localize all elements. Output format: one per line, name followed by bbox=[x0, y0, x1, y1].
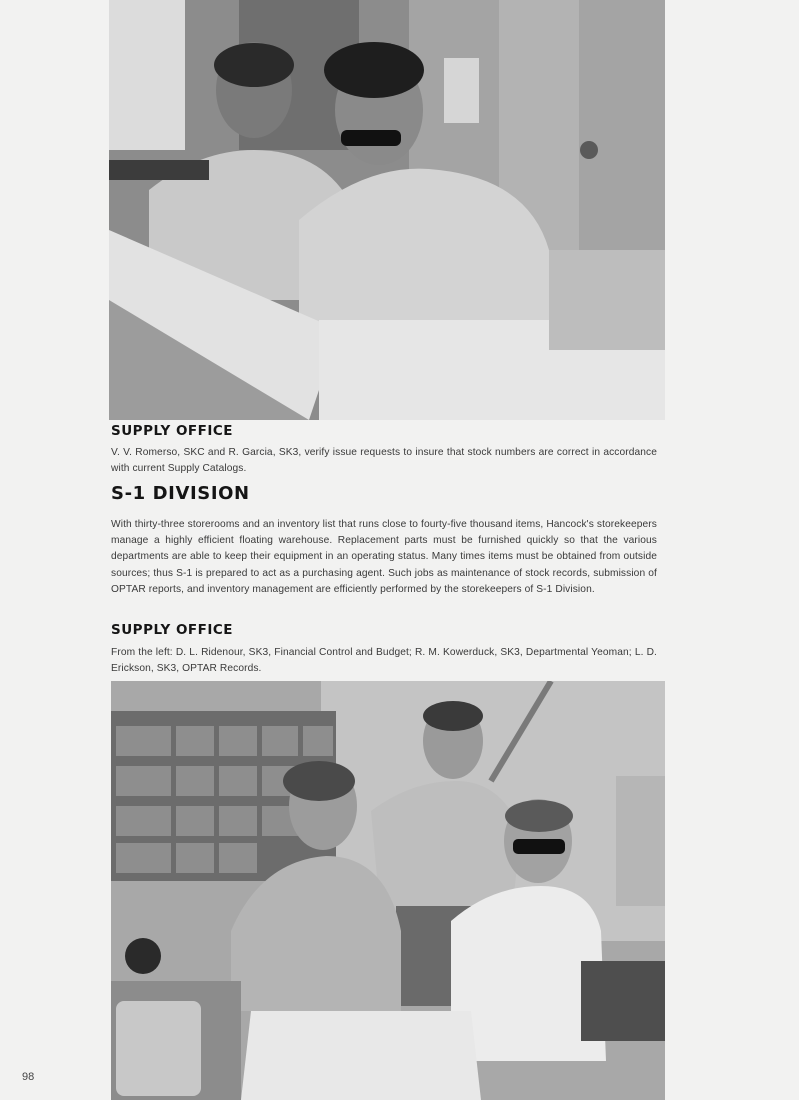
photo-caption-supply-office: V. V. Romerso, SKC and R. Garcia, SK3, verify issue requests to insure that stock numbers are correct in accordance with current Supply Catalogs. bbox=[111, 447, 657, 475]
s1-division-body-text: With thirty-three storerooms and an inventory list that runs close to fourty-five thousand items, Hancock's storekeepers manage a highly efficient floating warehouse. Replacement parts must be furnished quickly so that the various departments are able to keep their equipment in an operating status. Many times items must be obtained from outside sources; thus S-1 is prepared to act as a purchasing agent. Such jobs as maintenance of stock records, submission of OPTAR reports, and inventory management are efficiently performed by the storekeepers of S-1 Division. bbox=[111, 519, 657, 595]
photo-bottom-illustration bbox=[111, 681, 665, 1100]
section-heading-supply-office: SUPPLY OFFICE bbox=[111, 423, 234, 439]
section-heading-s1-division: S-1 DIVISION bbox=[111, 483, 250, 504]
photo-supply-office-three-storekeepers bbox=[111, 681, 665, 1100]
photo-top-illustration bbox=[109, 0, 665, 420]
photo-caption-supply-office-2: From the left: D. L. Ridenour, SK3, Financial Control and Budget; R. M. Kowerduck, SK3, Departmental Yeoman; L. D. Erickson, SK3, OPTAR Records. bbox=[111, 647, 657, 675]
page-number: 98 bbox=[22, 1071, 35, 1083]
photo-supply-office-two-sailors bbox=[109, 0, 665, 420]
section-heading-supply-office-2: SUPPLY OFFICE bbox=[111, 622, 234, 638]
